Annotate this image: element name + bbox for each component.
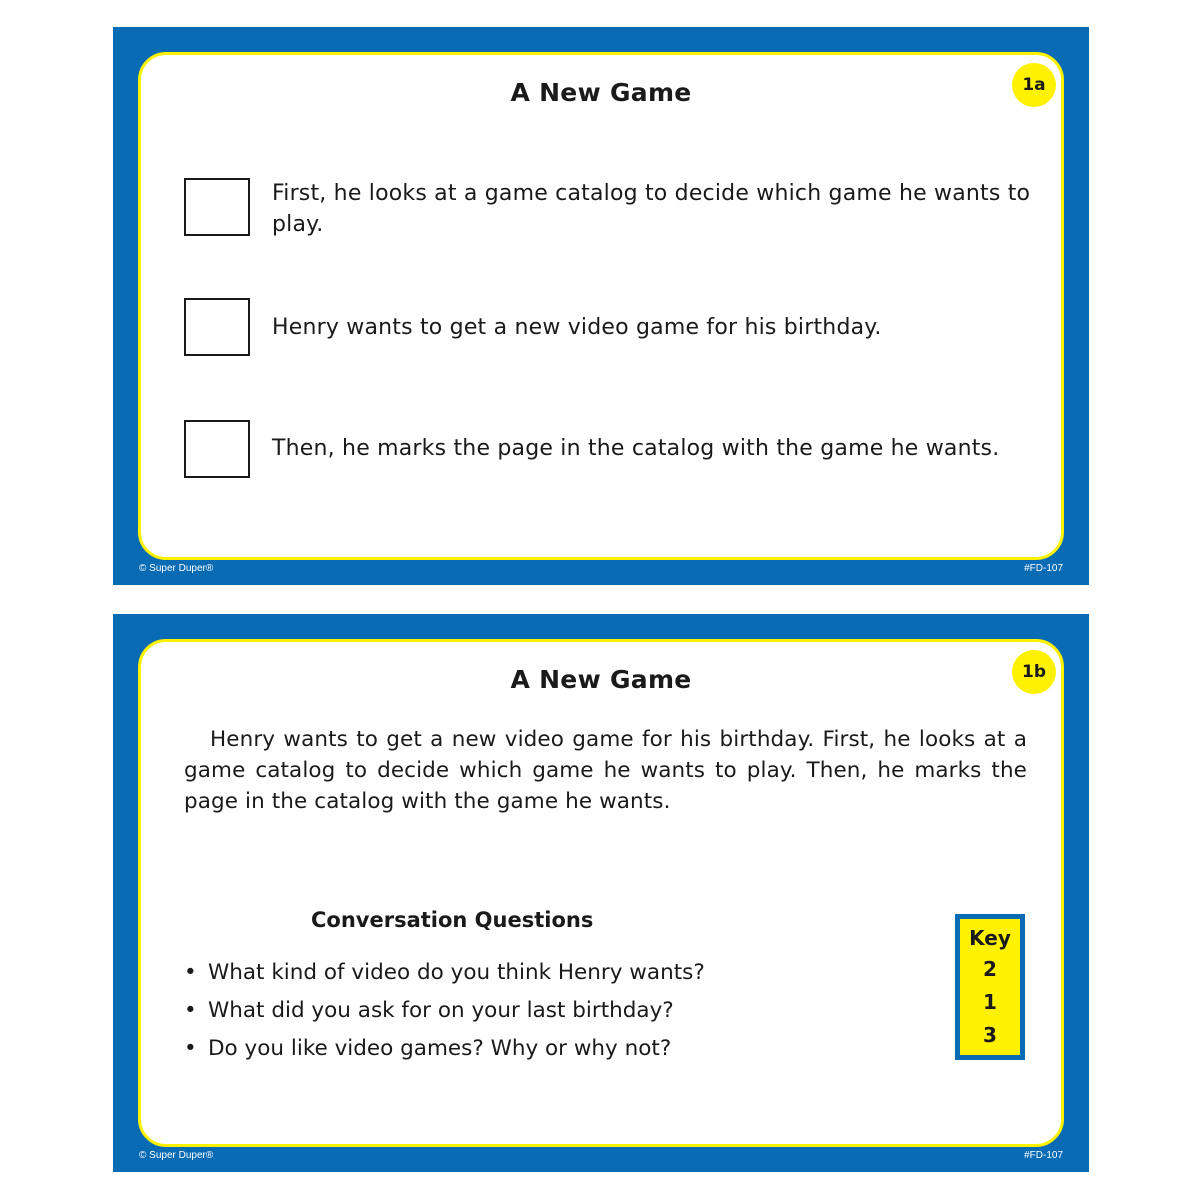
answer-key-value: 1 <box>983 990 997 1014</box>
copyright-footer: © Super Duper® <box>139 1150 214 1161</box>
answer-key-value: 2 <box>983 957 997 981</box>
step-text: Then, he marks the page in the catalog with the game he wants. <box>272 436 1000 461</box>
card-number-badge: 1a <box>1012 63 1056 107</box>
card-number-badge: 1b <box>1012 650 1056 694</box>
story-passage: Henry wants to get a new video game for his birthday. First, he looks at a game catalog to decide which game he wants to play. Then, he marks the page in the catalog with the game he wants. <box>184 727 1027 814</box>
sequence-step-1 <box>184 178 1044 240</box>
bullet-icon: • <box>184 1036 197 1061</box>
question-text: What kind of video do you think Henry wants? <box>208 960 705 985</box>
question-text: What did you ask for on your last birthday? <box>208 998 674 1023</box>
answer-key-panel <box>960 919 1020 1055</box>
card-title: A New Game <box>510 78 692 107</box>
answer-key-box <box>955 914 1025 1060</box>
bullet-icon: • <box>184 960 197 985</box>
product-code: #FD-107 <box>1024 1150 1063 1161</box>
copyright-footer: © Super Duper® <box>139 563 214 574</box>
order-checkbox[interactable] <box>184 178 250 236</box>
product-code: #FD-107 <box>1024 563 1063 574</box>
list-item <box>184 992 705 1030</box>
conversation-questions-list <box>184 954 705 1068</box>
card-title: A New Game <box>510 665 692 694</box>
card-1a-panel <box>138 52 1064 560</box>
answer-key-value: 3 <box>983 1023 997 1047</box>
order-checkbox[interactable] <box>184 420 250 478</box>
card-1b <box>113 614 1089 1172</box>
bullet-icon: • <box>184 998 197 1023</box>
list-item <box>184 1030 705 1068</box>
card-1b-panel <box>138 639 1064 1147</box>
question-text: Do you like video games? Why or why not? <box>208 1036 672 1061</box>
list-item <box>184 954 705 992</box>
answer-key-label: Key <box>969 926 1011 950</box>
sequence-step-3 <box>184 420 1044 482</box>
step-text: Henry wants to get a new video game for his birthday. <box>272 315 882 340</box>
conversation-questions-heading: Conversation Questions <box>311 908 594 932</box>
order-checkbox[interactable] <box>184 298 250 356</box>
sequence-step-2 <box>184 298 1044 360</box>
step-text: First, he looks at a game catalog to decide which game he wants to play. <box>272 181 1031 237</box>
card-1a <box>113 27 1089 585</box>
